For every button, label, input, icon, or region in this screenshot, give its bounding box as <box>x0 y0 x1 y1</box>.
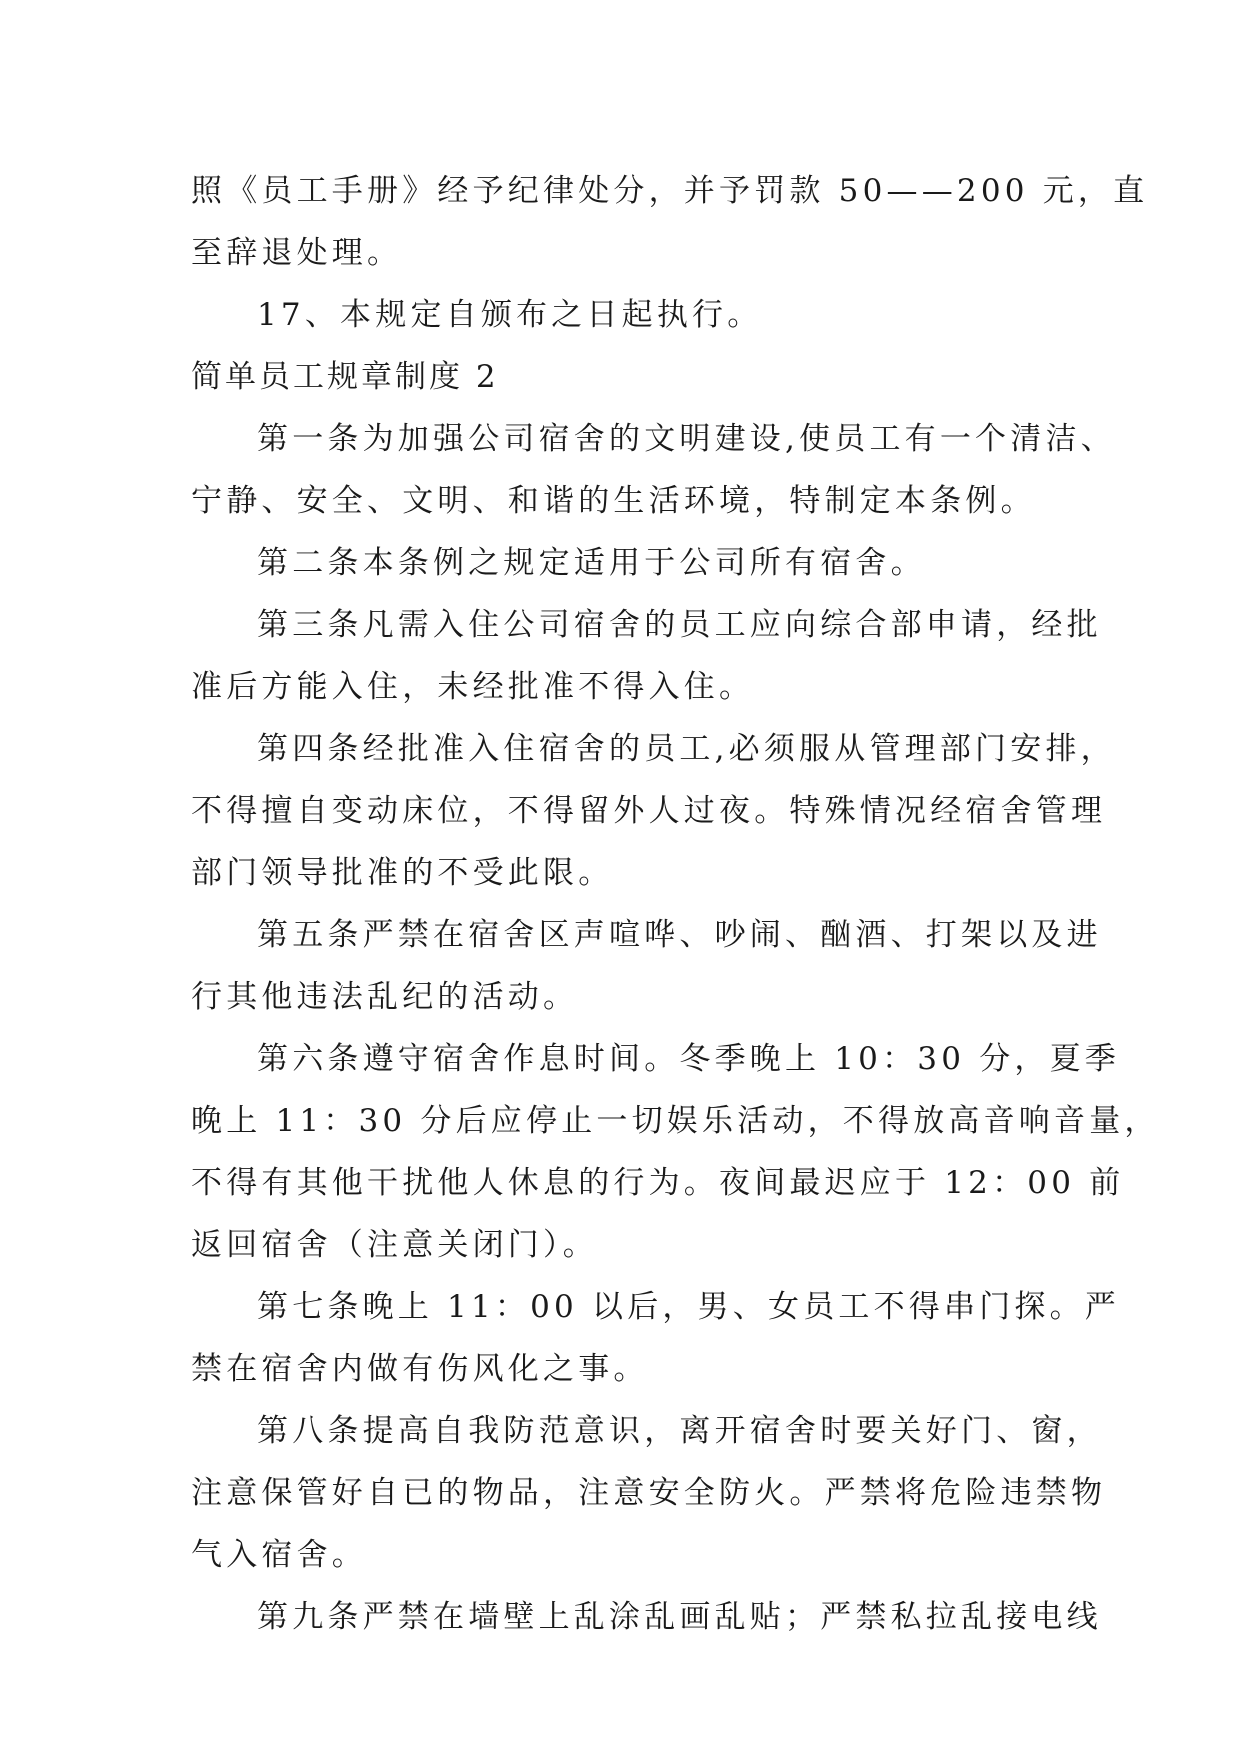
text-line: 第二条本条例之规定适用于公司所有宿舍。 <box>257 545 926 581</box>
document-body <box>191 160 1160 1648</box>
text-line: 第三条凡需入住公司宿舍的员工应向综合部申请，经批 <box>257 607 1102 643</box>
text-line: 至辞退处理。 <box>191 235 403 271</box>
section-heading: 简单员工规章制度 2 <box>191 359 499 395</box>
text-line: 第四条经批准入住宿舍的员工,必须服从管理部门安排， <box>257 731 1116 767</box>
text-line: 第一条为加强公司宿舍的文明建设,使员工有一个清洁、 <box>257 421 1116 457</box>
text-line: 第八条提高自我防范意识，离开宿舍时要关好门、窗， <box>257 1413 1102 1449</box>
text-line: 返回宿舍（注意关闭门）。 <box>191 1227 598 1263</box>
text-line: 照《员工手册》经予纪律处分，并予罚款 50——200 元，直 <box>191 173 1149 209</box>
text-line: 宁静、安全、文明、和谐的生活环境，特制定本条例。 <box>191 483 1036 519</box>
text-line: 晚上 11：30 分后应停止一切娱乐活动，不得放高音响音量， <box>191 1103 1160 1139</box>
text-line: 不得有其他干扰他人休息的行为。夜间最迟应于 12：00 前 <box>191 1165 1125 1201</box>
text-line: 部门领导批准的不受此限。 <box>191 855 614 891</box>
text-line: 第六条遵守宿舍作息时间。冬季晚上 10：30 分，夏季 <box>257 1041 1120 1077</box>
text-line: 第七条晚上 11：00 以后，男、女员工不得串门探。严 <box>257 1289 1120 1325</box>
text-line: 注意保管好自已的物品，注意安全防火。严禁将危险违禁物 <box>191 1475 1107 1511</box>
text-line: 第五条严禁在宿舍区声喧哗、吵闹、酗酒、打架以及进 <box>257 917 1102 953</box>
text-line: 禁在宿舍内做有伤风化之事。 <box>191 1351 649 1387</box>
text-line: 不得擅自变动床位，不得留外人过夜。特殊情况经宿舍管理 <box>191 793 1107 829</box>
text-line: 行其他违法乱纪的活动。 <box>191 979 579 1015</box>
text-line: 准后方能入住，未经批准不得入住。 <box>191 669 755 705</box>
text-line: 第九条严禁在墙壁上乱涂乱画乱贴；严禁私拉乱接电线 <box>257 1599 1102 1635</box>
text-line: 17、本规定自颁布之日起执行。 <box>257 297 763 333</box>
text-line: 气入宿舍。 <box>191 1537 367 1573</box>
